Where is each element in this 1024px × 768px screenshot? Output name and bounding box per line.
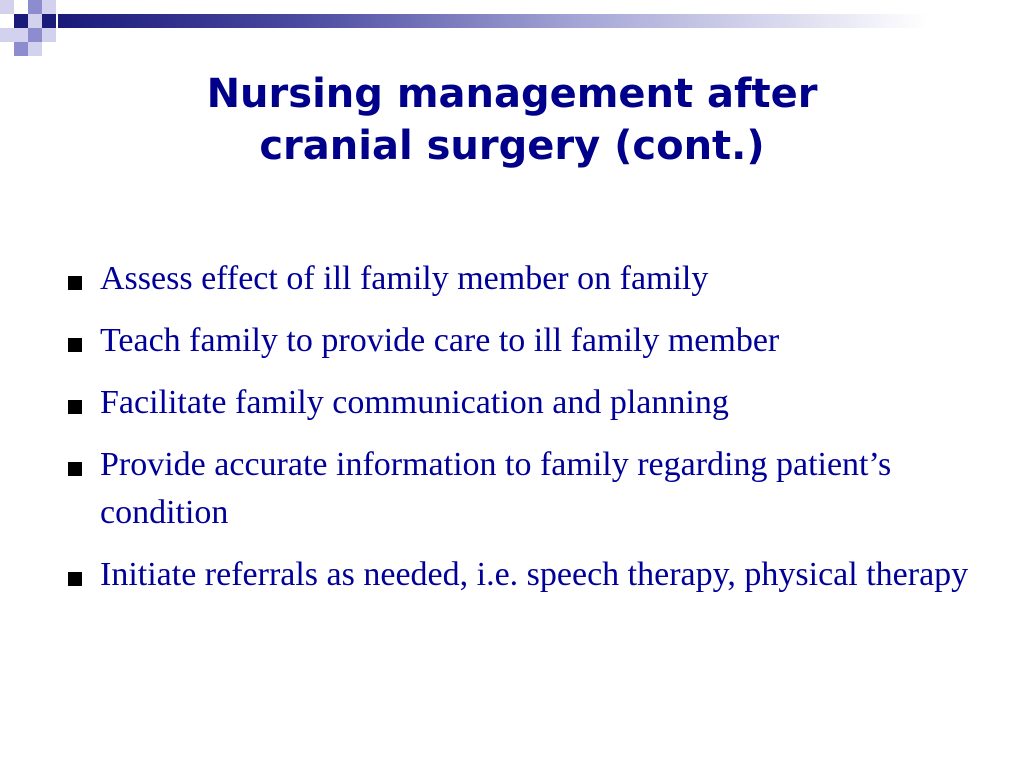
corner-decoration (0, 0, 90, 60)
bullet-text: Teach family to provide care to ill family member (100, 322, 780, 359)
slide-title (80, 68, 944, 172)
top-gradient-bar (58, 14, 1024, 28)
square-bullet-icon (68, 276, 82, 290)
bullet-text: Provide accurate information to family regarding patient’s condition (100, 446, 892, 531)
title-line-1: Nursing management after (206, 71, 818, 117)
bullet-item (64, 255, 994, 303)
square-bullet-icon (68, 400, 82, 414)
square-bullet-icon (68, 572, 82, 586)
bullet-item (64, 379, 994, 427)
bullet-text: Initiate referrals as needed, i.e. speech therapy, physical therapy (100, 556, 969, 593)
bullet-list (64, 255, 994, 613)
square-bullet-icon (68, 462, 82, 476)
title-line-2: cranial surgery (cont.) (259, 123, 765, 169)
bullet-text: Assess effect of ill family member on family (100, 260, 709, 297)
bullet-item (64, 441, 994, 537)
bullet-text: Facilitate family communication and planning (100, 384, 729, 421)
bullet-item (64, 551, 994, 599)
square-bullet-icon (68, 338, 82, 352)
bullet-item (64, 317, 994, 365)
